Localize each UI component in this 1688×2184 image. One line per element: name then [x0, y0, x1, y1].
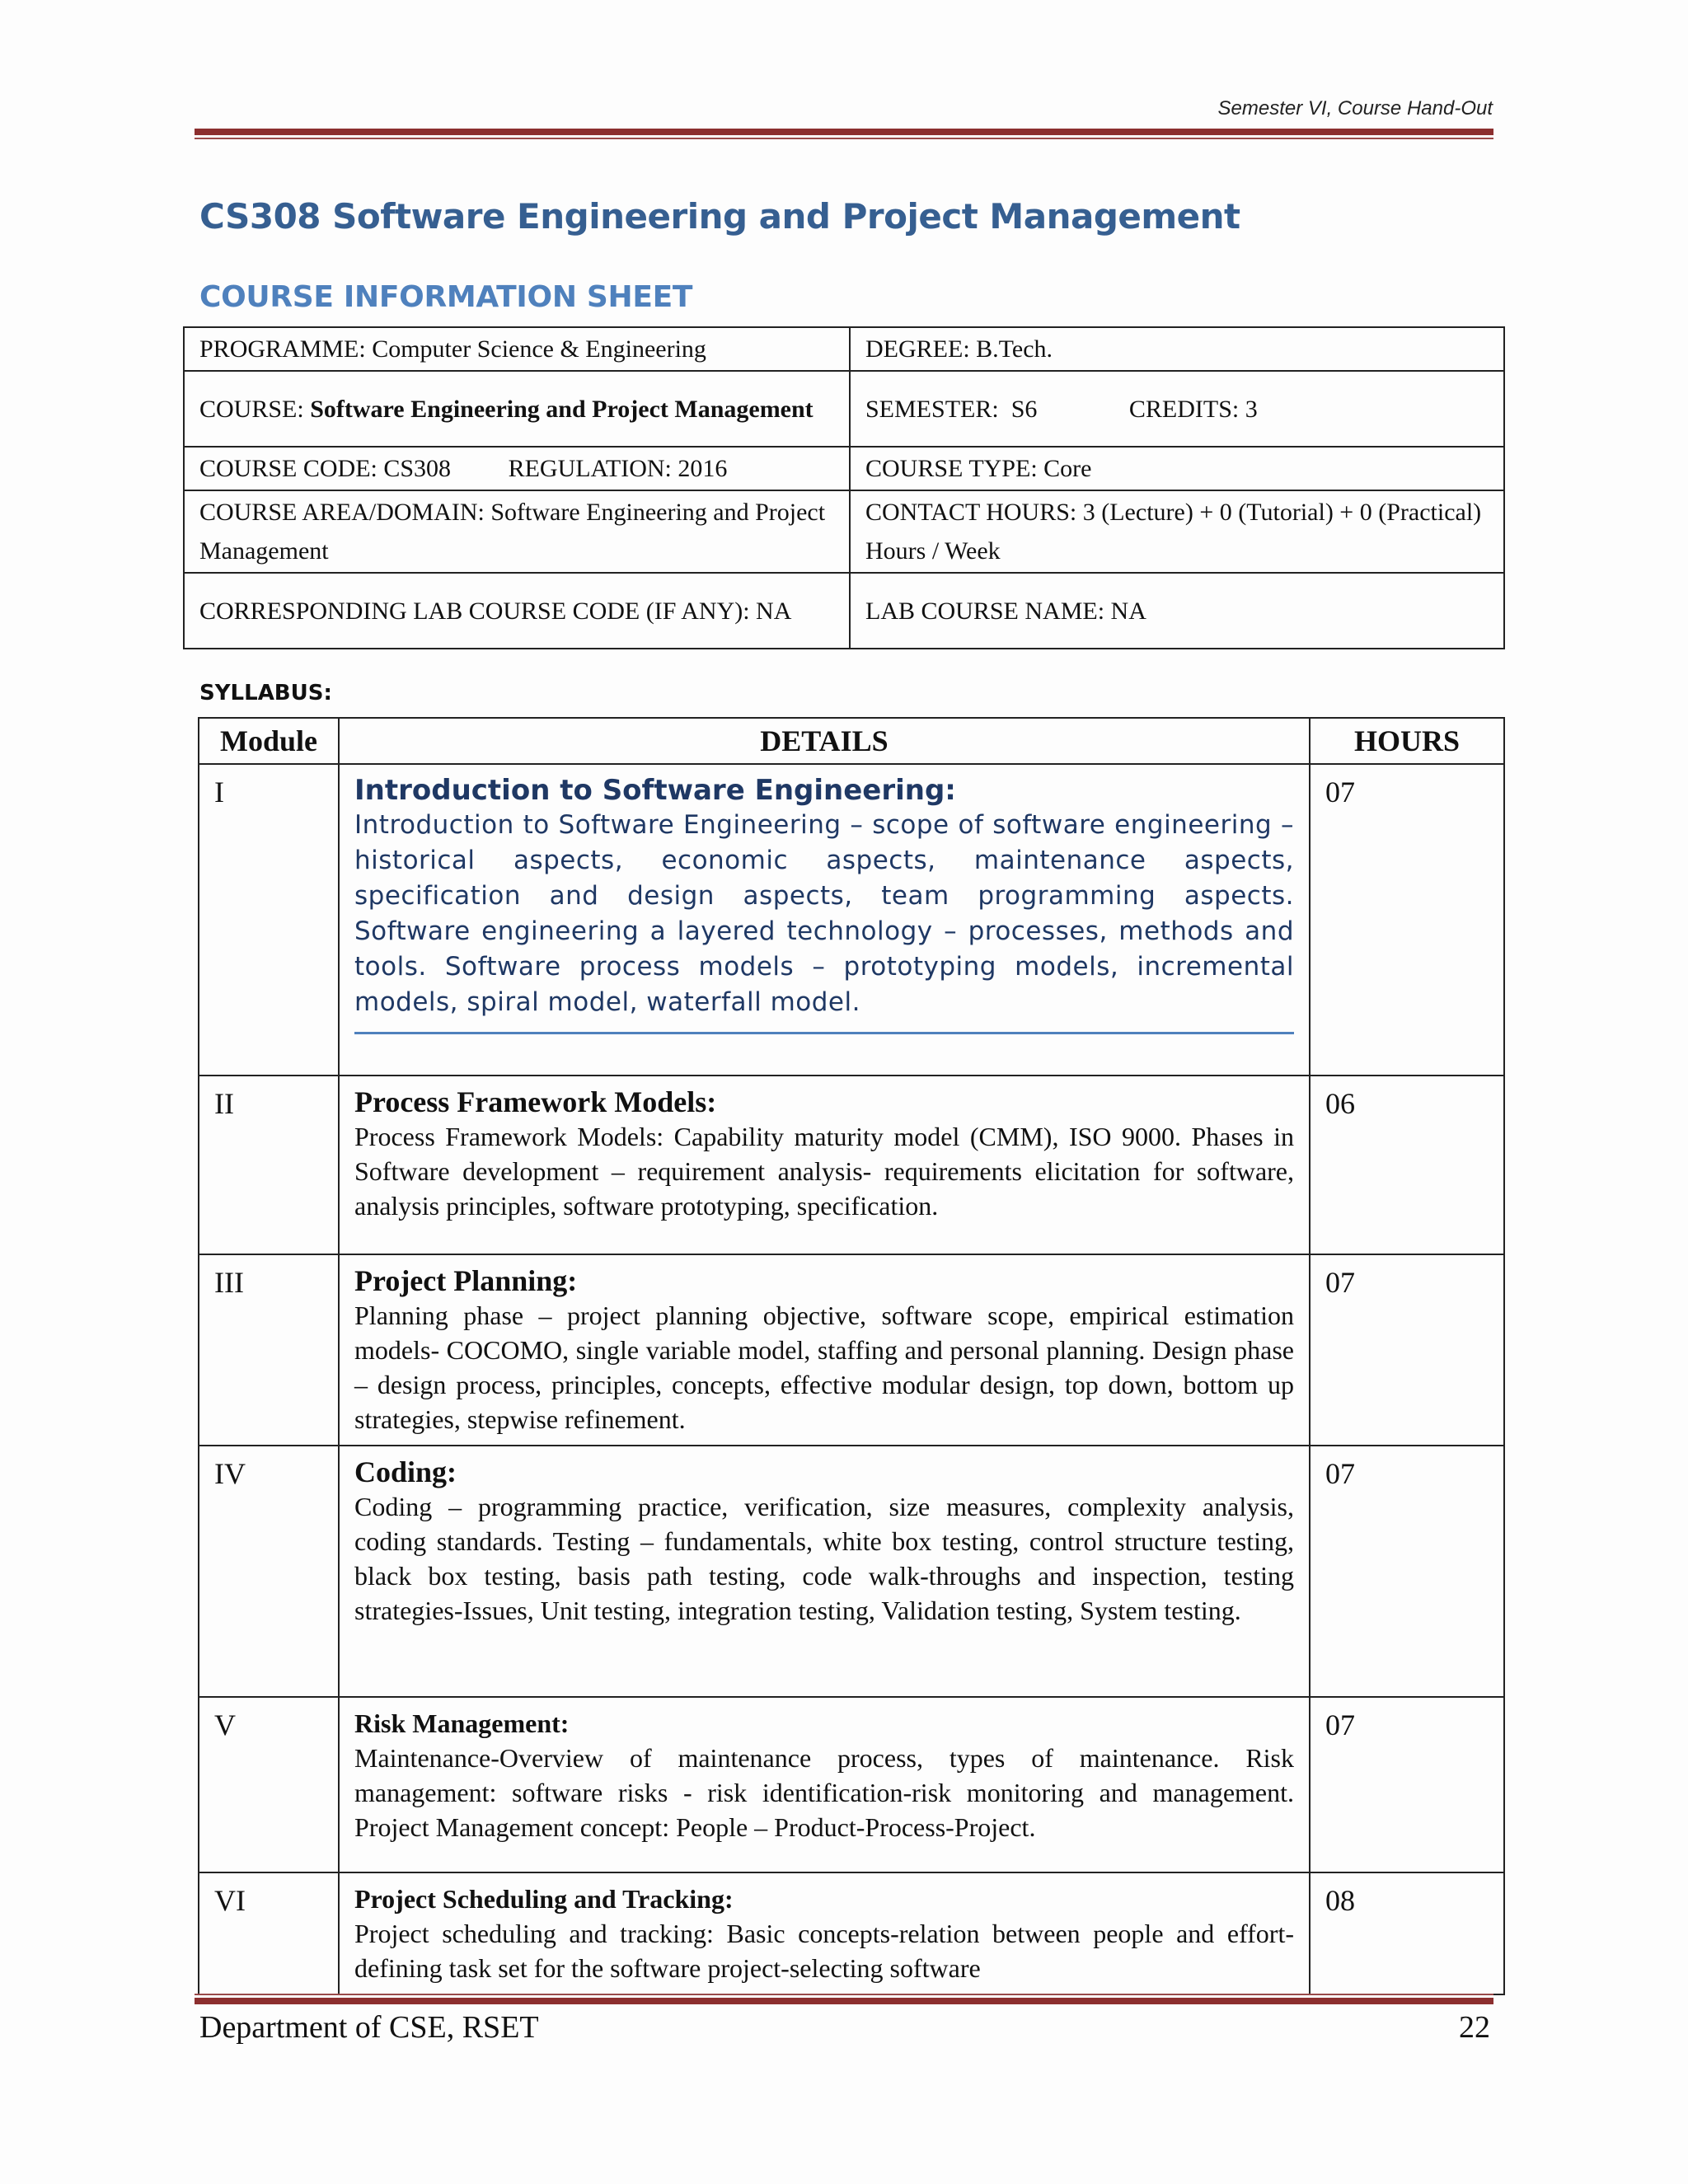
module-number: III [199, 1254, 339, 1446]
module-hours: 06 [1310, 1076, 1504, 1254]
table-row [184, 573, 1504, 649]
table-row [199, 1446, 1504, 1697]
module-number: I [199, 764, 339, 1076]
module-number: VI [199, 1872, 339, 1994]
table-row [199, 1254, 1504, 1446]
lab-name-cell: LAB COURSE NAME: NA [850, 573, 1504, 649]
course-area-cell: COURSE AREA/DOMAIN: Software Engineering and Project Management [184, 490, 850, 573]
course-prefix: COURSE: [199, 395, 311, 423]
module-number: II [199, 1076, 339, 1254]
programme-cell: PROGRAMME: Computer Science & Engineering [184, 327, 850, 371]
contact-hours-cell: CONTACT HOURS: 3 (Lecture) + 0 (Tutorial) + 0 (Practical) Hours / Week [850, 490, 1504, 573]
module-heading: Process Framework Models: [354, 1085, 717, 1118]
module-description: Planning phase – project planning objective, software scope, empirical estimation models- COCOMO, single variable model, staffing and personal planning. Design phase – design process, principles, concepts, effective modular design, top down, bottom up strategies, stepwise refinement. [354, 1301, 1294, 1434]
table-header-row [199, 718, 1504, 764]
table-row [184, 490, 1504, 573]
course-info-table [183, 326, 1505, 649]
section-subtitle: COURSE INFORMATION SHEET [199, 280, 693, 314]
divider [354, 1032, 1294, 1034]
module-details [339, 1076, 1310, 1254]
semester-credits-cell [850, 371, 1504, 447]
page-number: 22 [1459, 2010, 1490, 2045]
lab-code-cell: CORRESPONDING LAB COURSE CODE (IF ANY): NA [184, 573, 850, 649]
table-row [184, 371, 1504, 447]
module-hours: 07 [1310, 1697, 1504, 1872]
module-details [339, 764, 1310, 1076]
module-hours: 07 [1310, 1254, 1504, 1446]
module-hours: 07 [1310, 1446, 1504, 1697]
course-code-cell [184, 447, 850, 490]
module-heading: Introduction to Software Engineering: [354, 774, 956, 807]
page-title: CS308 Software Engineering and Project Management [199, 196, 1240, 237]
module-heading: Project Scheduling and Tracking: [354, 1884, 734, 1914]
table-row [184, 327, 1504, 371]
footer-department: Department of CSE, RSET [199, 2010, 539, 2045]
footer-rule-thin [195, 1994, 1493, 1995]
table-row [199, 1076, 1504, 1254]
hours-header: HOURS [1310, 718, 1504, 764]
semester-value: SEMESTER: S6 [865, 395, 1038, 423]
module-number: V [199, 1697, 339, 1872]
footer-rule [195, 1998, 1493, 2004]
table-row [199, 1697, 1504, 1872]
syllabus-table [198, 717, 1505, 1995]
module-hours: 07 [1310, 764, 1504, 1076]
course-name: Software Engineering and Project Management [310, 395, 814, 423]
running-header: Semester VI, Course Hand-Out [1217, 97, 1493, 120]
module-details [339, 1254, 1310, 1446]
module-description: Coding – programming practice, verification, size measures, complexity analysis, coding standards. Testing – fundamentals, white box testing, control structure testing, black box testing, basis path testing, code walk-throughs and inspection, testing strategies-Issues, Unit testing, integration testing, Validation testing, System testing. [354, 1492, 1294, 1625]
syllabus-label: SYLLABUS: [199, 681, 332, 705]
module-header: Module [199, 718, 339, 764]
module-description: Maintenance-Overview of maintenance process, types of maintenance. Risk management: software risks - risk identification-risk monitoring and management. Project Management concept: People – Product-Process-Project. [354, 1743, 1294, 1842]
module-details [339, 1446, 1310, 1697]
header-rule-thin [195, 138, 1493, 139]
module-heading: Project Planning: [354, 1264, 578, 1297]
module-number: IV [199, 1446, 339, 1697]
course-code-value: COURSE CODE: CS308 [199, 455, 452, 482]
module-heading: Coding: [354, 1455, 457, 1488]
details-header: DETAILS [339, 718, 1310, 764]
course-type-cell: COURSE TYPE: Core [850, 447, 1504, 490]
credits-value: CREDITS: 3 [1128, 395, 1258, 423]
module-description: Project scheduling and tracking: Basic concepts-relation between people and effort-defining task set for the software project-selecting software [354, 1919, 1294, 1983]
module-heading: Risk Management: [354, 1708, 570, 1738]
table-row [199, 764, 1504, 1076]
header-rule [195, 129, 1493, 135]
table-row [184, 447, 1504, 490]
module-description: Introduction to Software Engineering – scope of software engineering – historical aspects, economic aspects, maintenance aspects, specification and design aspects, team programming aspects. Software engineering a layered technology – processes, methods and tools. Software process models – prototyping models, incremental models, spiral model, waterfall model. [354, 810, 1294, 1017]
regulation-value: REGULATION: 2016 [508, 455, 728, 482]
course-cell [184, 371, 850, 447]
module-description: Process Framework Models: Capability maturity model (CMM), ISO 9000. Phases in Software development – requirement analysis- requirements elicitation for software, analysis principles, software prototyping, specification. [354, 1122, 1294, 1221]
module-details [339, 1697, 1310, 1872]
degree-cell: DEGREE: B.Tech. [850, 327, 1504, 371]
module-hours: 08 [1310, 1872, 1504, 1994]
table-row [199, 1872, 1504, 1994]
module-details [339, 1872, 1310, 1994]
